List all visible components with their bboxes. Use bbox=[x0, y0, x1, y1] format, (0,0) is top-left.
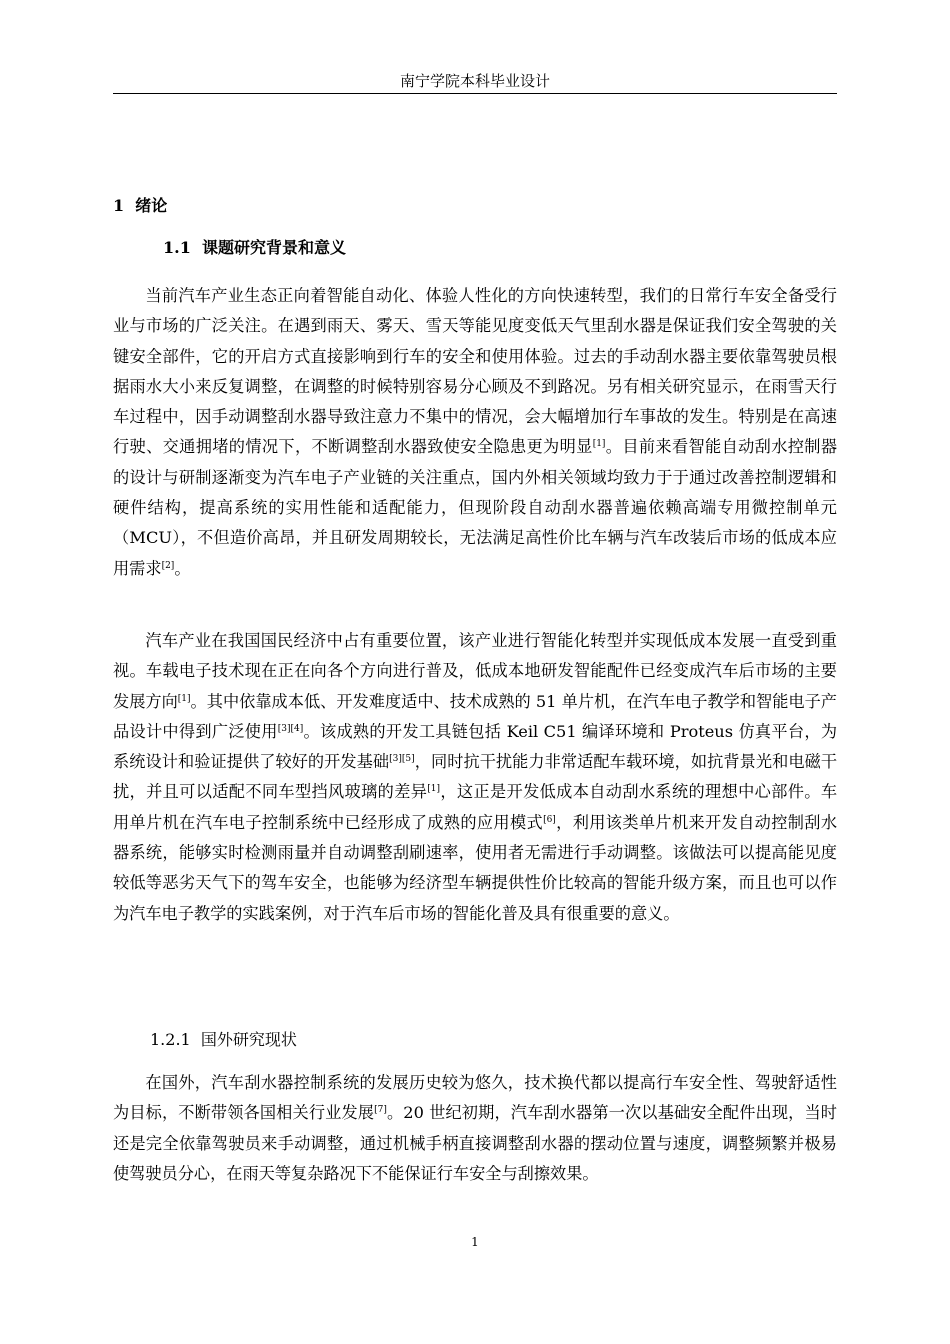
paragraph-text: 。该成熟的开发工具链包括 Keil C51 编译环境和 Proteus 仿真平台，为系统设计和验证提供了较好的开发基础 bbox=[113, 721, 838, 772]
chapter-heading: 1 绪论 bbox=[113, 196, 168, 215]
citation: [6] bbox=[543, 814, 556, 825]
body-paragraph-2 bbox=[113, 626, 837, 929]
header-divider bbox=[113, 93, 837, 94]
citation: [3][5] bbox=[389, 754, 415, 765]
citation: [1] bbox=[177, 693, 191, 704]
paragraph-text: 在国外，汽车刮水器控制系统的发展历史较为悠久，技术换代都以提高行车安全性、驾驶舒适性为目标，不断带领各国相关行业发展 bbox=[113, 1073, 837, 1123]
paragraph-text: ，同时抗干扰能力非常适配车载环境，如抗背景光和电磁干扰，并且可以适配不同车型挡风玻璃的差异 bbox=[113, 752, 838, 802]
paragraph-text: ，这正是开发低成本自动刮水系统的理想中心部件。车用单片机在汽车电子控制系统中已经形成了成熟的应用模式 bbox=[113, 782, 838, 832]
running-header: 南宁学院本科毕业设计 bbox=[399, 72, 550, 90]
section-heading: 1.1 课题研究背景和意义 bbox=[163, 238, 346, 257]
paragraph-text: 。 bbox=[174, 558, 191, 578]
body-paragraph-3 bbox=[113, 1068, 837, 1189]
citation: [7] bbox=[374, 1105, 387, 1116]
paragraph-text: 。目前来看智能自动刮水控制器的设计与研制逐渐变为汽车电子产业链的关注重点，国内外相关领域均致力于于通过改善控制逻辑和硬件结构，提高系统的实用性能和适配能力，但现阶段自动刮水器普遍依赖高端专用微控制单元（MCU），不但造价高昂，并且研发周期较长，无法满足高性价比车辆与汽车改装后市场的低成本应用需求 bbox=[113, 437, 838, 578]
page-number: 1 bbox=[471, 1235, 479, 1249]
paragraph-text: 。20 世纪初期，汽车刮水器第一次以基础安全配件出现，当时还是完全依靠驾驶员来手动调整，通过机械手柄直接调整刮水器的摆动位置与速度，调整频繁并极易使驾驶员分心，在雨天等复杂路况下不能保证行车安全与刮擦效果。 bbox=[113, 1103, 837, 1183]
body-paragraph-1 bbox=[113, 281, 837, 584]
paragraph-text: 汽车产业在我国国民经济中占有重要位置，该产业进行智能化转型并实现低成本发展一直受到重视。车载电子技术现在正在向各个方向进行普及，低成本地研发智能配件已经变成汽车后市场的主要发展方向 bbox=[113, 631, 837, 711]
paragraph-text: 当前汽车产业生态正向着智能自动化、体验人性化的方向快速转型，我们的日常行车安全备受行业与市场的广泛关注。在遇到雨天、雾天、雪天等能见度变低天气里刮水器是保证我们安全驾驶的关键安全部件，它的开启方式直接影响到行车的安全和使用体验。过去的手动刮水器主要依靠驾驶员根据雨水大小来反复调整，在调整的时候特别容易分心顾及不到路况。另有相关研究显示，在雨雪天行车过程中，因手动调整刮水器导致注意力不集中的情况，会大幅增加行车事故的发生。特别是在高速行驶、交通拥堵的情况下，不断调整刮水器致使安全隐患更为明显 bbox=[113, 286, 837, 457]
citation: [3][4] bbox=[277, 723, 304, 734]
subsection-heading: 1.2.1 国外研究现状 bbox=[150, 1030, 297, 1049]
citation: [1] bbox=[592, 439, 606, 450]
citation: [1] bbox=[427, 784, 441, 795]
citation: [2] bbox=[161, 560, 175, 571]
paragraph-text: 。其中依靠成本低、开发难度适中、技术成熟的 51 单片机，在汽车电子教学和智能电子产品设计中得到广泛使用 bbox=[113, 691, 837, 741]
paragraph-text: ，利用该类单片机来开发自动控制刮水器系统，能够实时检测雨量并自动调整刮刷速率，使用者无需进行手动调整。该做法可以提高能见度较低等恶劣天气下的驾车安全，也能够为经济型车辆提供性价比较高的智能升级方案，而且也可以作为汽车电子教学的实践案例，对于汽车后市场的智能化普及具有很重要的意义。 bbox=[113, 812, 838, 923]
